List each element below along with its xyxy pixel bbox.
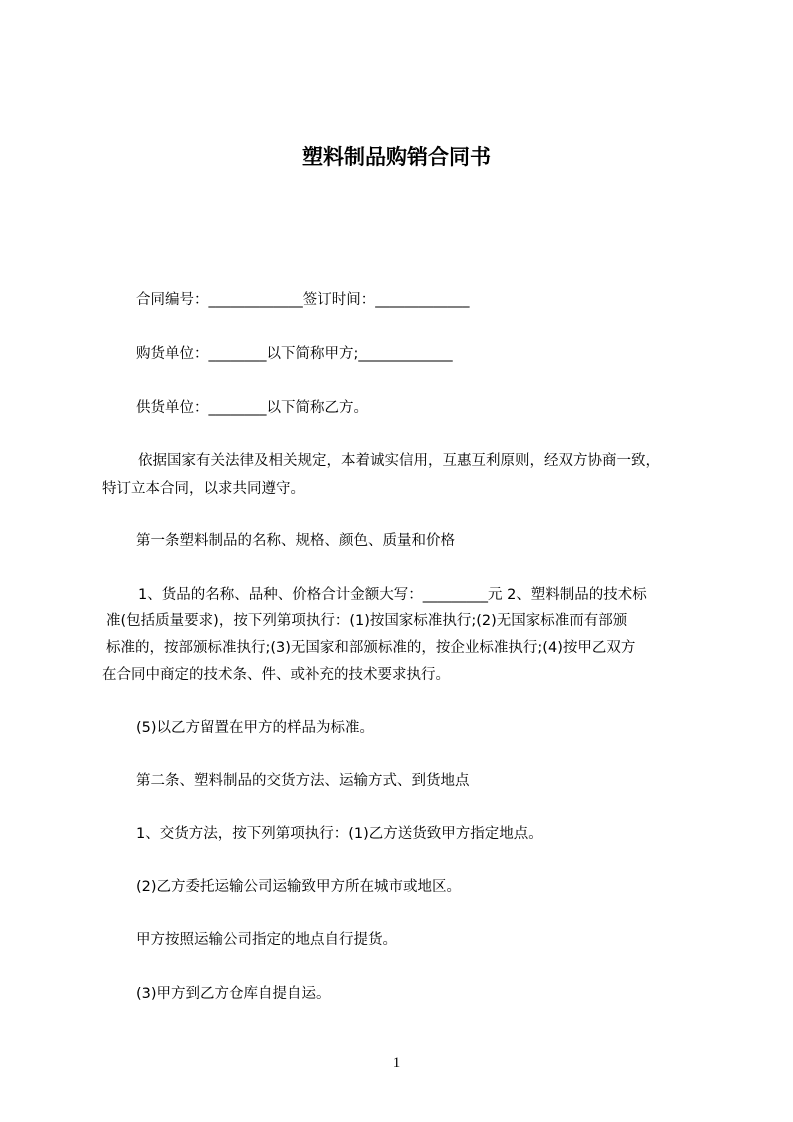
preamble-line-2: 特订立本合同，以求共同遵守。 — [102, 481, 305, 497]
article-1-para-line-2: 准(包括质量要求)，按下列第项执行：(1)按国家标准执行;(2)无国家标准而有部颁 — [106, 613, 628, 629]
article-2-item-1: 1、交货方法，按下列第项执行：(1)乙方送货致甲方指定地点。 — [136, 826, 543, 842]
page-number: 1 — [392, 1055, 401, 1071]
article-2-item-3: (3)甲方到乙方仓库自提自运。 — [136, 986, 331, 1002]
article-2-heading: 第二条、塑料制品的交货方法、运输方式、到货地点 — [136, 773, 470, 789]
article-2-item-2: (2)乙方委托运输公司运输致甲方所在城市或地区。 — [136, 879, 462, 895]
article-1-para-line-4: 在合同中商定的技术条、件、或补充的技术要求执行。 — [102, 667, 450, 683]
buyer-line: 购货单位：________以下简称甲方;_____________ — [136, 346, 453, 362]
contract-number-line: 合同编号：_____________签订时间：_____________ — [136, 292, 470, 308]
document-title: 塑料制品购销合同书 — [302, 145, 491, 169]
article-1-para-line-1: 1、货品的名称、品种、价格合计金额大写：_________元 2、塑料制品的技术标 — [138, 587, 647, 603]
article-1-item-5: (5)以乙方留置在甲方的样品为标准。 — [136, 720, 375, 736]
article-2-pickup: 甲方按照运输公司指定的地点自行提货。 — [136, 932, 397, 948]
supplier-line: 供货单位：________以下简称乙方。 — [136, 400, 368, 416]
article-1-heading: 第一条塑料制品的名称、规格、颜色、质量和价格 — [136, 533, 455, 549]
preamble-line-1: 依据国家有关法律及相关规定，本着诚实信用，互惠互利原则，经双方协商一致， — [138, 453, 660, 469]
article-1-para-line-3: 标准的，按部颁标准执行;(3)无国家和部颁标准的，按企业标准执行;(4)按甲乙双方 — [106, 640, 636, 656]
